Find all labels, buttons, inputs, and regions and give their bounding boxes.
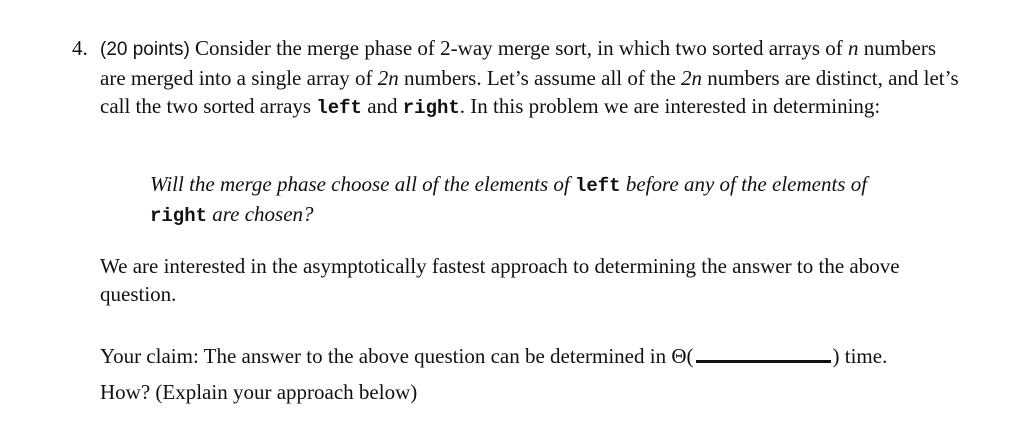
problem-number: 4. <box>72 36 88 60</box>
statement-text-3: numbers. Let’s assume all of the <box>398 66 682 90</box>
question-quote <box>150 170 920 230</box>
statement-text-2: numbers are merged into a single array of <box>100 36 937 90</box>
code-right: right <box>402 97 460 119</box>
problem-statement <box>100 34 960 122</box>
claim-line <box>100 342 1000 370</box>
question-text-2: before any of the elements of <box>620 172 868 196</box>
statement-text-5: and <box>361 94 403 118</box>
statement-text-6: . In this problem we are interested in determining: <box>459 94 881 118</box>
math-n: n <box>848 36 859 60</box>
code-left: left <box>316 97 362 119</box>
claim-suffix: ) time. <box>832 344 888 368</box>
question-text-3: are chosen? <box>207 202 314 226</box>
claim-prefix: Your claim: The answer to the above question can be determined in Θ( <box>100 344 694 368</box>
code-left: left <box>574 175 621 197</box>
math-2n: 2n <box>681 66 703 90</box>
how-prompt: How? (Explain your approach below) <box>100 380 418 404</box>
question-text-1: Will the merge phase choose all of the elements of <box>150 172 575 196</box>
statement-text-1: Consider the merge phase of 2-way merge sort, in which two sorted arrays of <box>189 36 848 60</box>
statement-text-4: numbers are distinct, and let’s call the two sorted arrays <box>100 66 959 118</box>
approach-paragraph: We are interested in the asymptotically fastest approach to determining the answer to the above question. <box>100 254 900 306</box>
code-right: right <box>150 205 208 227</box>
math-2n: 2n <box>377 66 399 90</box>
answer-blank[interactable] <box>696 344 831 363</box>
points-label: (20 points) <box>100 39 190 60</box>
